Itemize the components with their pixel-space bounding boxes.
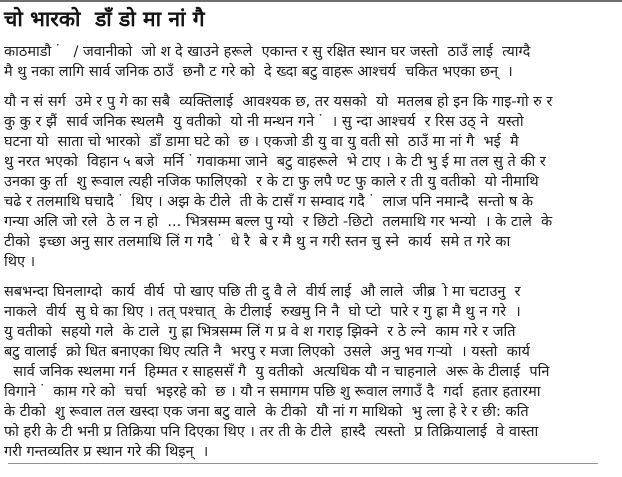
text-line: सार्व जनिक स्थलमा गर्न हिम्मत र साहससँ गै यु वतीको अत्यधिक यौ न चाहनाले अरू के टीलाई पनि xyxy=(4,364,550,380)
text-line: विगाने ं काम गरे को चर्चा भइरहे को छ । यौ न समागम पछि शु रूवाल लगाउँ दै गर्दा हतार हतारमा xyxy=(4,384,541,400)
text-line: उनका कु र्ता शु रूवाल त्यही नजिक फालिएको र के टा फु लपै ण्ट फु काले र ती यु वतीको यो नीमाथि xyxy=(4,174,539,190)
text-line: गन्या अलि जो रले ठे ल न हो ... भित्रसम्म बल्ल पु ग्यो र छिटो -छिटो तलमाथि गर भन्यो । के टाले के xyxy=(4,214,553,230)
text-line: सबभन्दा घिनलाग्दो कार्य वीर्य पो खाए पछि ती दु वै ले वीर्य लाई औ लाले जीब्र ो मा चटाउनु र xyxy=(4,284,521,300)
paragraph-dateline xyxy=(4,42,612,82)
text-line: नाकले वीर्य सु घे का थिए । तत् पश्चात् के टीलाई रुखमु नि नै घो प्टो पारे र गु ह्रा मै थु न गरे । xyxy=(4,304,521,320)
text-line: कु कु र झैं सार्व जनिक स्थलमै यु वतीको यो नी मन्थन गने ं । सु न्दा आश्चर्य र रिस उठ् ने यस्तो xyxy=(4,114,524,130)
text-line: घटना यो साता चो भारको डाँ डामा घटे को छ । एकजो डी यु वा यु वती सो ठाउँ मा नां गै भई मै xyxy=(4,134,519,150)
text-line: के टीको शु रूवाल तल खस्दा एक जना बटु वाले के टीको यौ नां ग माथिको भु त्ला हे रे र छी: कति xyxy=(4,404,529,420)
text-line: टीको इच्छा अनु सार तलमाथि लिं ग गदै ं धे रै बे र मै थु न गरी स्तन चु स्ने कार्य समे त गरे का xyxy=(4,234,511,250)
article-headline: चो भारको डाँ डो मा नां गै xyxy=(4,7,205,31)
text-line: काठमाडौ ं / जवानीको जो श दे खाउने हरूले एकान्त र सु रक्षित स्थान घर जस्तो ठाउँ लाई त्याग्दै xyxy=(4,44,531,60)
text-line: यौ न सं सर्ग उमे र पु गे का सबै व्यक्तिलाई आवश्यक छ, तर यसको यो मतलब हो इन कि गाइ-गो रु र xyxy=(4,94,553,110)
paragraph-body-1 xyxy=(4,92,612,272)
bottom-divider xyxy=(8,463,598,464)
text-line: थिए । xyxy=(4,254,36,270)
text-line: बटु वालाई क्रो धित बनाएका थिए त्यति नै भरपु र मजा लिएको उसले अनु भव गऱ्यो । यस्तो कार्य xyxy=(4,344,530,360)
top-border xyxy=(0,0,622,2)
text-line: चढे र तलमाथि घचादै ं थिए । अझ के टीले ती के टासँ ग सम्वाद गदै ं लाज पनि नमान्दै सन्तो ष के xyxy=(4,194,533,210)
text-line: मै थु नका लागि सार्व जनिक ठाउँ छनौ ट गरे को दे ख्दा बटु वाहरू आश्चर्य चकित भएका छन् । xyxy=(4,64,513,80)
paragraph-body-2 xyxy=(4,282,612,462)
text-line: यु वतीको सहयो गले के टाले गु ह्रा भित्रसम्म लिं ग प्र वे श गराइ झिक्ने र ठे ल्ने काम गरे र जति xyxy=(4,324,516,340)
text-line: गरी गन्तव्यतिर प्र स्थान गरे की थिइन् । xyxy=(4,444,209,460)
text-line: फो हरी के टी भनी प्र तिक्रिया पनि दिएका थिए । तर ती के टीले हास्दै त्यस्तो प्र तिक्रियालाई वे वास्ता xyxy=(4,424,539,440)
text-line: थु नरत भएको विहान ५ बजे मर्नि ं गवाकमा जाने बटु वाहरूले भे टाए । के टी भु ई मा तल सु ते की र xyxy=(4,154,546,170)
